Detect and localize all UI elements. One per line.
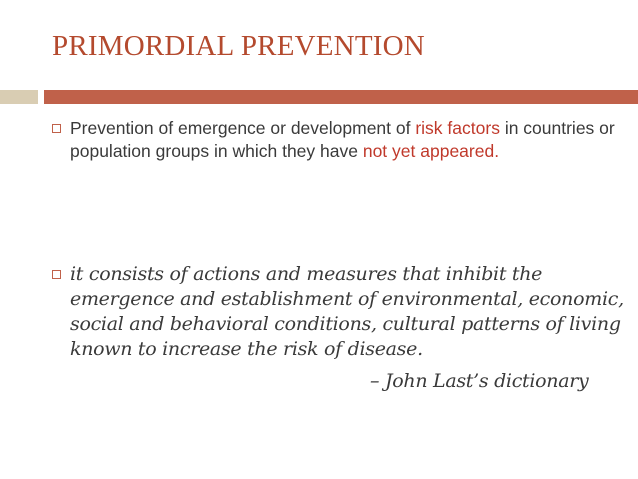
bullet-1-text	[70, 117, 630, 163]
slide-title: PRIMORDIAL PREVENTION	[52, 30, 425, 62]
bullet-1-segment: Prevention of emergence or development of	[70, 118, 416, 138]
square-bullet-icon	[52, 270, 61, 279]
bullet-2-text: it consists of actions and measures that inhibit the emergence and establishment of environmental, economic, social and behavioral conditions, cultural patterns of living known to increase the risk of disease.	[70, 263, 624, 360]
title-rule-left-bar	[0, 90, 38, 104]
highlight-risk-factors: risk factors	[415, 118, 500, 138]
highlight-not-yet-appeared: not yet appeared.	[362, 141, 500, 161]
square-bullet-icon	[52, 124, 61, 133]
bullet-1-segment: in countries or population groups in which they have	[70, 118, 615, 161]
quote-attribution: – John Last’s dictionary	[370, 370, 589, 392]
title-rule-accent-bar	[44, 90, 638, 104]
